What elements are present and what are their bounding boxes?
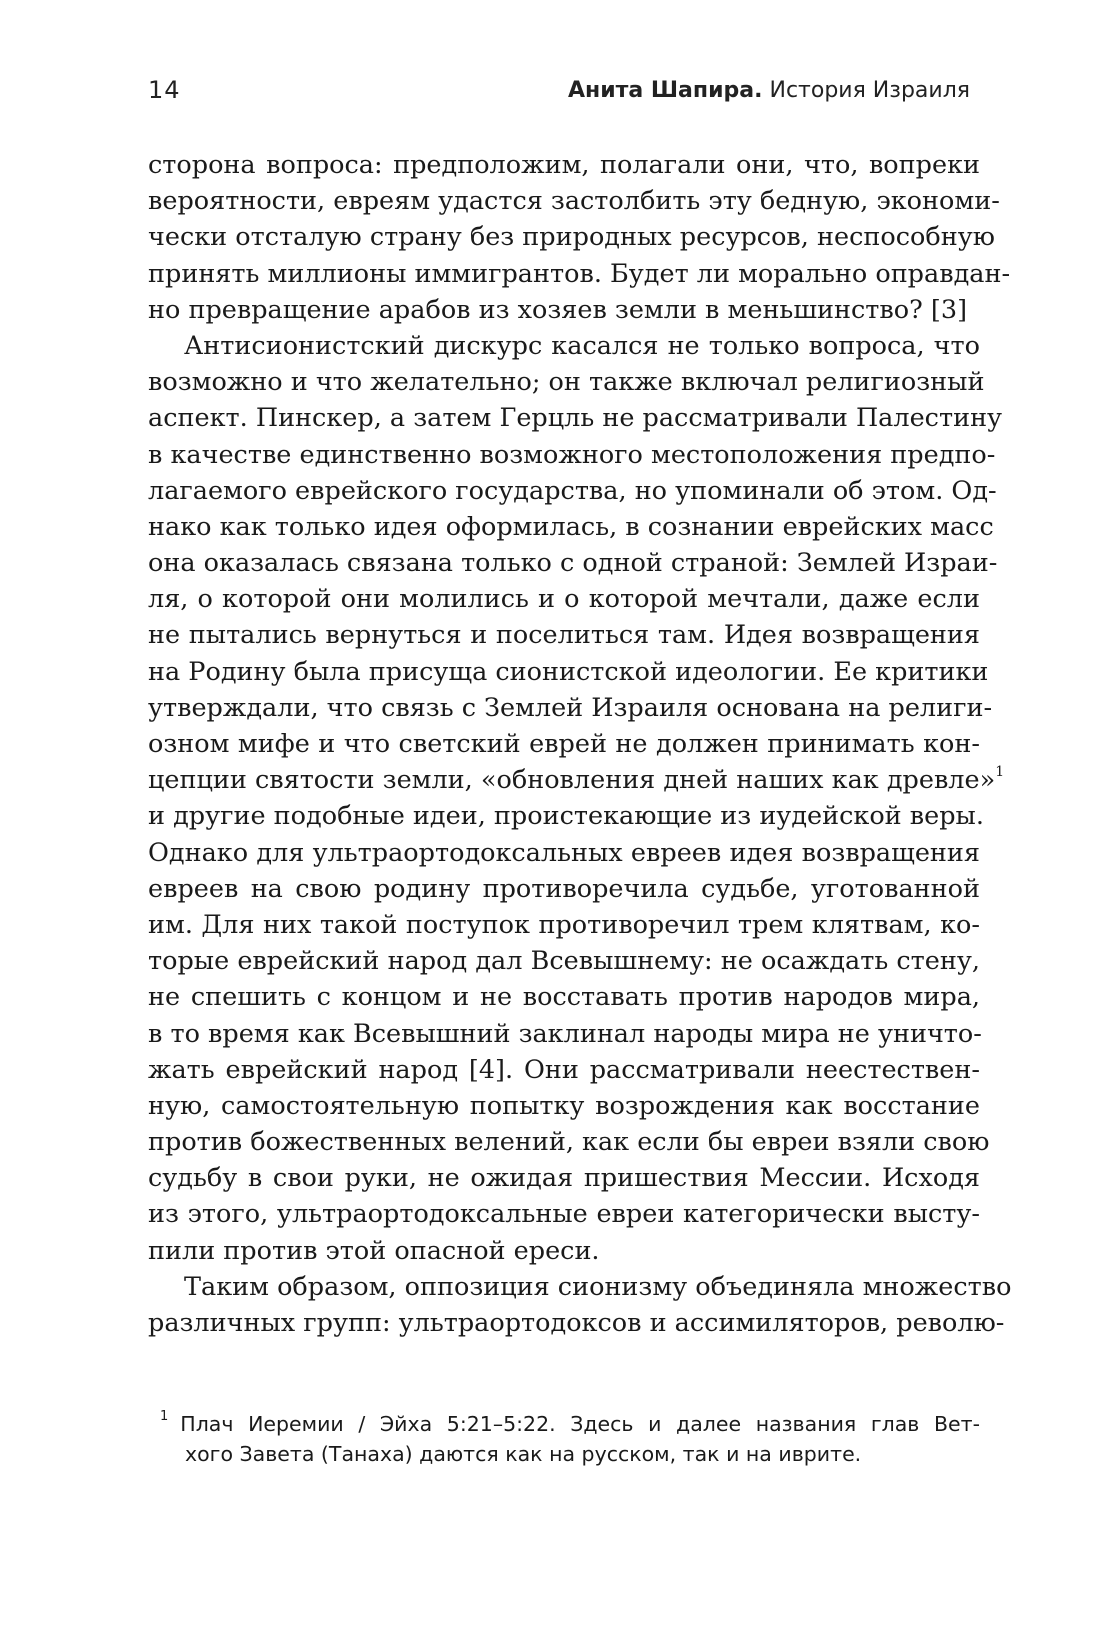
text-line-content: ную, самостоятельную попытку возрождения как восстание [148, 1090, 980, 1121]
text-line-content: им. Для них такой поступок противоречил трем клятвам, ко- [148, 909, 980, 940]
text-line [148, 581, 980, 617]
text-line [148, 183, 1000, 219]
text-line-content: торые еврейский народ дал Всевышнему: не осаждать стену, [148, 946, 980, 977]
footnote-text-1: Плач Иеремии / Эйха 5:21–5:22. Здесь и далее названия глав Вет- [180, 1412, 980, 1436]
text-line-content: озном мифе и что светский еврей не должен принимать кон- [148, 729, 980, 759]
footnote-mark: 1 [160, 1409, 169, 1424]
footnotes [160, 1402, 980, 1469]
text-line-content: в качестве единственно возможного местоположения предпо- [148, 439, 996, 470]
text-line-content: жать еврейский народ [4]. Они рассматривали неестествен- [148, 1054, 980, 1085]
text-line [148, 1124, 990, 1160]
text-line [148, 473, 997, 509]
text-line-content: евреев на свою родину противоречила судьбе, уготованной [148, 873, 980, 904]
text-line [148, 762, 1005, 798]
text-line-content: не спешить с концом и не восставать против народов мира, [148, 982, 980, 1013]
text-line-content: в то время как Всевышний заклинал народы мира не уничто- [148, 1018, 982, 1049]
page-header [148, 70, 970, 110]
text-line [148, 690, 993, 726]
text-line [148, 364, 985, 400]
text-line [148, 1016, 980, 1052]
page-number: 14 [148, 76, 181, 104]
text-line-content: против божественных велений, как если бы евреи взяли свою [148, 1127, 990, 1158]
text-line [148, 437, 996, 473]
text-line-content: из этого, ультраортодоксальные евреи категорически высту- [148, 1199, 980, 1230]
text-line [148, 545, 998, 581]
text-line-content: на Родину была присуща сионистской идеологии. Ее критики [148, 656, 989, 687]
text-line-content: различных групп: ультраортодоксов и ассимиляторов, револю- [148, 1308, 1005, 1338]
text-line-content: возможно и что желательно; он также включал религиозный [148, 367, 985, 398]
text-line-content: она оказалась связана только с одной страной: Землей Израи- [148, 548, 998, 579]
text-line-content: судьбу в свои руки, не ожидая пришествия Мессии. Исходя [148, 1163, 980, 1194]
text-line [148, 147, 980, 183]
text-line [148, 1269, 1012, 1305]
text-line [148, 1196, 980, 1232]
text-line [148, 871, 980, 907]
text-line-content: чески отсталую страну без природных ресурсов, неспособную [148, 222, 995, 253]
text-line-content: цепции святости земли, «обновления дней наших как древле» [148, 765, 996, 796]
text-line [148, 1052, 980, 1088]
text-line [148, 979, 980, 1015]
text-line-content: и другие подобные идеи, проистекающие из иудейской веры. [148, 801, 984, 832]
text-line-content: нако как только идея оформилась, в сознании еврейских масс [148, 511, 994, 542]
text-line [148, 726, 980, 762]
text-line [148, 835, 980, 871]
text-line-content: вероятности, евреям удастся застолбить эту бедную, экономи- [148, 186, 1000, 217]
text-line [148, 654, 989, 690]
text-line [148, 617, 980, 653]
text-line-content: ля, о которой они молились и о которой мечтали, даже если [148, 584, 980, 615]
text-line [148, 219, 995, 255]
text-line [148, 1305, 1005, 1341]
text-line [148, 798, 984, 834]
footnote-line [160, 1402, 980, 1439]
text-line-content: аспект. Пинскер, а затем Герцль не рассматривали Палестину [148, 403, 1003, 434]
text-line-content: не пытались вернуться и поселиться там. Идея возвращения [148, 620, 980, 651]
text-line-content: Таким образом, оппозиция сионизму объединяла множество [184, 1271, 1012, 1302]
text-line-content: сторона вопроса: предположим, полагали они, что, вопреки [148, 150, 980, 180]
text-line [148, 943, 980, 979]
text-line [148, 256, 1011, 292]
running-head-title: История Израиля [769, 77, 970, 103]
text-line-content: но превращение арабов из хозяев земли в меньшинство? [3] [148, 294, 968, 325]
footnote-text-2: хого Завета (Танаха) даются как на русском, так и на иврите. [185, 1442, 862, 1466]
text-line [148, 400, 1003, 436]
text-line-content: Однако для ультраортодоксальных евреев идея возвращения [148, 837, 980, 868]
text-line [148, 907, 980, 943]
body-text [148, 147, 1012, 1341]
running-head-author: Анита Шапира. [567, 77, 763, 103]
text-line [148, 328, 980, 364]
footnote-line [160, 1439, 980, 1469]
text-line [148, 509, 994, 545]
text-line-content: Антисионистский дискурс касался не только вопроса, что [184, 330, 980, 361]
text-line [148, 1088, 980, 1124]
running-head [568, 78, 970, 103]
text-line-content: утверждали, что связь с Землей Израиля основана на религи- [148, 692, 993, 723]
footnote-reference[interactable]: 1 [995, 764, 1005, 781]
text-line [148, 1233, 980, 1269]
text-line-content: пили против этой опасной ереси. [148, 1235, 600, 1266]
text-line-content: принять миллионы иммигрантов. Будет ли морально оправдан- [148, 258, 1011, 289]
text-line [148, 1160, 980, 1196]
text-line [148, 292, 980, 328]
text-line-content: лагаемого еврейского государства, но упоминали об этом. Од- [148, 475, 997, 506]
